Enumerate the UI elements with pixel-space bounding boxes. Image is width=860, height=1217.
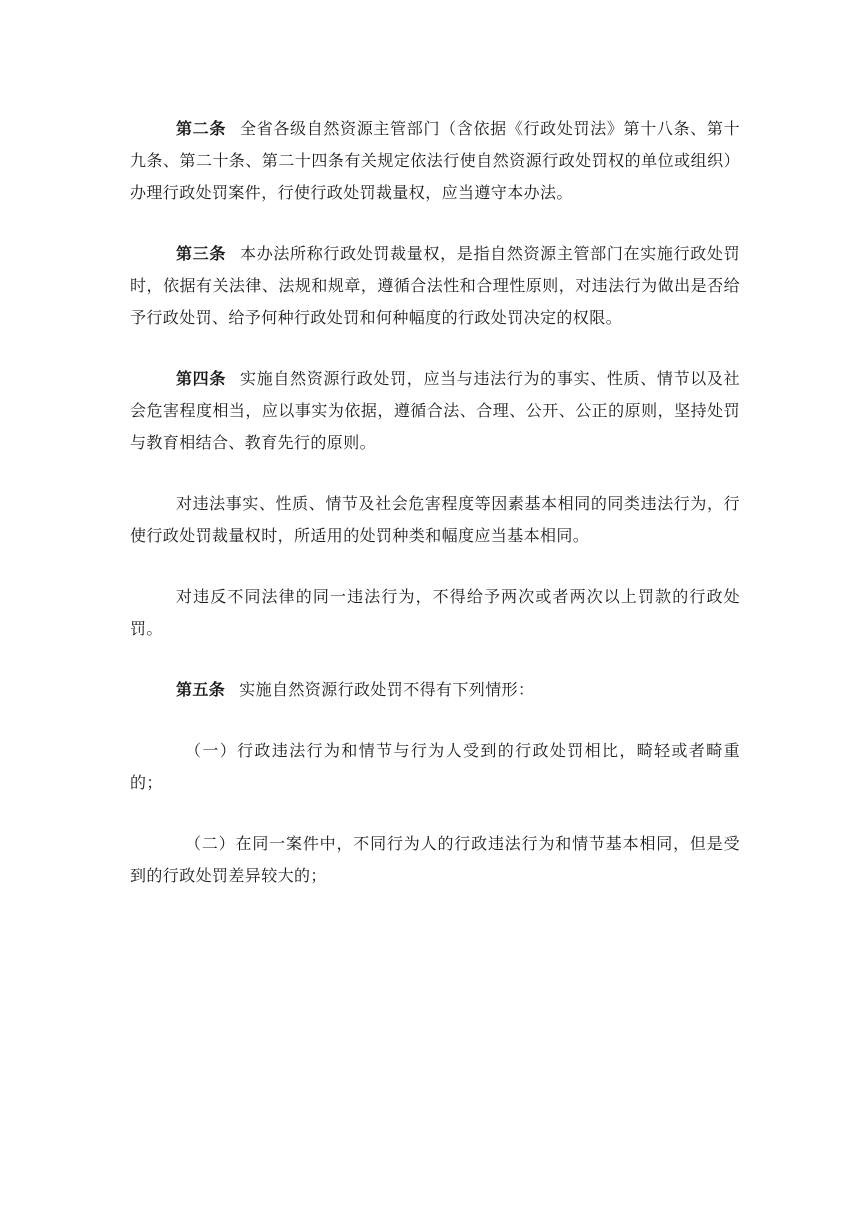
article-number: 第三条 [176, 244, 227, 263]
article-4-paragraph [130, 363, 740, 459]
article-number: 第二条 [176, 119, 227, 138]
paragraph-text: （二）在同一案件中，不同行为人的行政违法行为和情节基本相同，但是受到的行政处罚差异较大的； [130, 834, 740, 885]
paragraph-text: 实施自然资源行政处罚不得有下列情形： [239, 680, 535, 699]
article-5-item-1 [130, 735, 740, 799]
article-number: 第五条 [176, 680, 226, 699]
article-5-item-2 [130, 828, 740, 892]
article-4-clause-2 [130, 488, 740, 552]
document-page [130, 113, 740, 921]
paragraph-text: 本办法所称行政处罚裁量权，是指自然资源主管部门在实施行政处罚时，依据有关法律、法规和规章，遵循合法性和合理性原则，对违法行为做出是否给予行政处罚、给予何种行政处罚和何种幅度的行政处罚决定的权限。 [130, 244, 740, 327]
article-3-paragraph [130, 238, 740, 334]
paragraph-text: 对违法事实、性质、情节及社会危害程度等因素基本相同的同类违法行为，行使行政处罚裁量权时，所适用的处罚种类和幅度应当基本相同。 [130, 494, 740, 545]
article-4-clause-3 [130, 581, 740, 645]
article-5-paragraph [130, 674, 740, 706]
article-2-paragraph [130, 113, 740, 209]
paragraph-text: （一）行政违法行为和情节与行为人受到的行政处罚相比，畸轻或者畸重的； [130, 741, 740, 792]
paragraph-text: 全省各级自然资源主管部门（含依据《行政处罚法》第十八条、第十九条、第二十条、第二十四条有关规定依法行使自然资源行政处罚权的单位或组织）办理行政处罚案件，行使行政处罚裁量权，应当遵守本办法。 [130, 119, 740, 202]
article-number: 第四条 [176, 369, 227, 388]
paragraph-text: 实施自然资源行政处罚，应当与违法行为的事实、性质、情节以及社会危害程度相当，应以事实为依据，遵循合法、合理、公开、公正的原则，坚持处罚与教育相结合、教育先行的原则。 [130, 369, 740, 452]
paragraph-text: 对违反不同法律的同一违法行为，不得给予两次或者两次以上罚款的行政处罚。 [130, 587, 740, 638]
